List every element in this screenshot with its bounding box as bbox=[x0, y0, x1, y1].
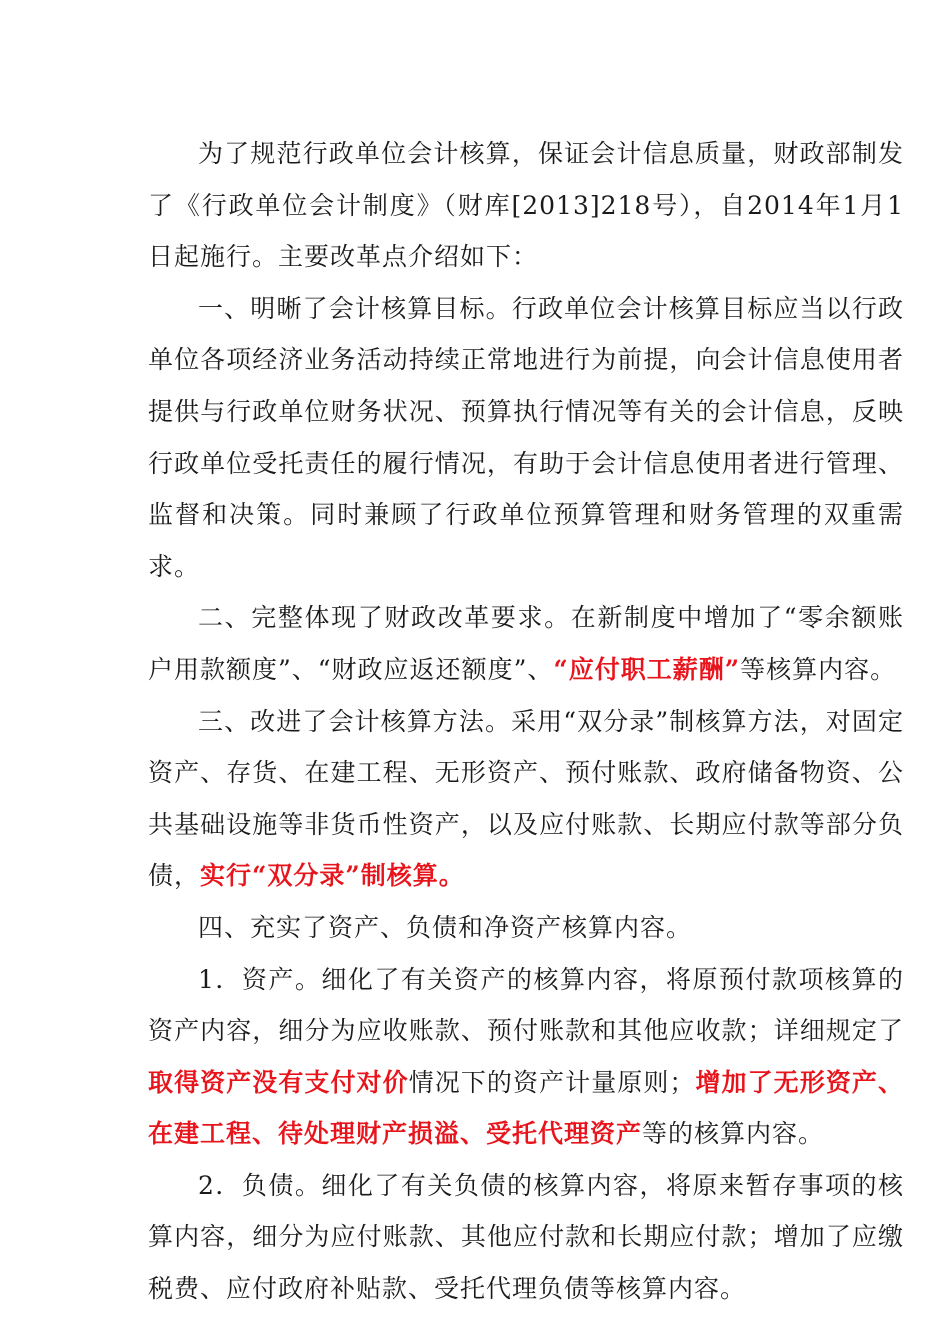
paragraph-accounting-method bbox=[148, 696, 904, 902]
paragraph-accounting-goal: 一、明晰了会计核算目标。行政单位会计核算目标应当以行政单位各项经济业务活动持续正常地进行为前提，向会计信息使用者提供与行政单位财务状况、预算执行情况等有关的会计信息，反映行政单位受托责任的履行情况，有助于会计信息使用者进行管理、监督和决策。同时兼顾了行政单位预算管理和财务管理的双重需求。 bbox=[148, 293, 904, 581]
paragraph-text: 等的核算内容。 bbox=[642, 1119, 825, 1149]
paragraph-text: 二、完整体现了财政改革要求。在新制度中增加了“零余额账户用款额度”、“财政应返还额度”、 bbox=[148, 603, 904, 684]
highlight-text: 实行“双分录”制核算。 bbox=[200, 861, 465, 891]
paragraph-fiscal-reform bbox=[148, 592, 904, 695]
intro-paragraph: 为了规范行政单位会计核算，保证会计信息质量，财政部制发了《行政单位会计制度》（财库[2013]218号），自2014年1月1日起施行。主要改革点介绍如下： bbox=[148, 139, 904, 272]
paragraph-liabilities: 2．负债。细化了有关负债的核算内容，将原来暂存事项的核算内容，细分为应付账款、其他应付款和长期应付款；增加了应缴税费、应付政府补贴款、受托代理负债等核算内容。 bbox=[148, 1170, 904, 1304]
highlight-text: 取得资产没有支付对价 bbox=[148, 1067, 409, 1097]
paragraph-text: 1．资产。细化了有关资产的核算内容，将原预付款项核算的资产内容，细分为应收账款、预付账款和其他应收款；详细规定了 bbox=[148, 964, 904, 1046]
highlight-text: “应付职工薪酬” bbox=[553, 654, 741, 684]
paragraph-assets bbox=[148, 954, 904, 1160]
paragraph-content-heading: 四、充实了资产、负债和净资产核算内容。 bbox=[198, 912, 693, 942]
paragraph-text: 情况下的资产计量原则； bbox=[408, 1067, 696, 1097]
paragraph-text: 三、改进了会计核算方法。采用“双分录”制核算方法，对固定资产、存货、在建工程、无形资产、预付账款、政府储备物资、公共基础设施等非货币性资产，以及应付账款、长期应付款等部分负债， bbox=[148, 706, 904, 891]
highlight-text: 增加了无形资产、在建工程、待处理财产损溢、受托代理资产 bbox=[148, 1067, 904, 1149]
paragraph-text: 等核算内容。 bbox=[740, 654, 897, 684]
document-body bbox=[148, 128, 904, 1315]
